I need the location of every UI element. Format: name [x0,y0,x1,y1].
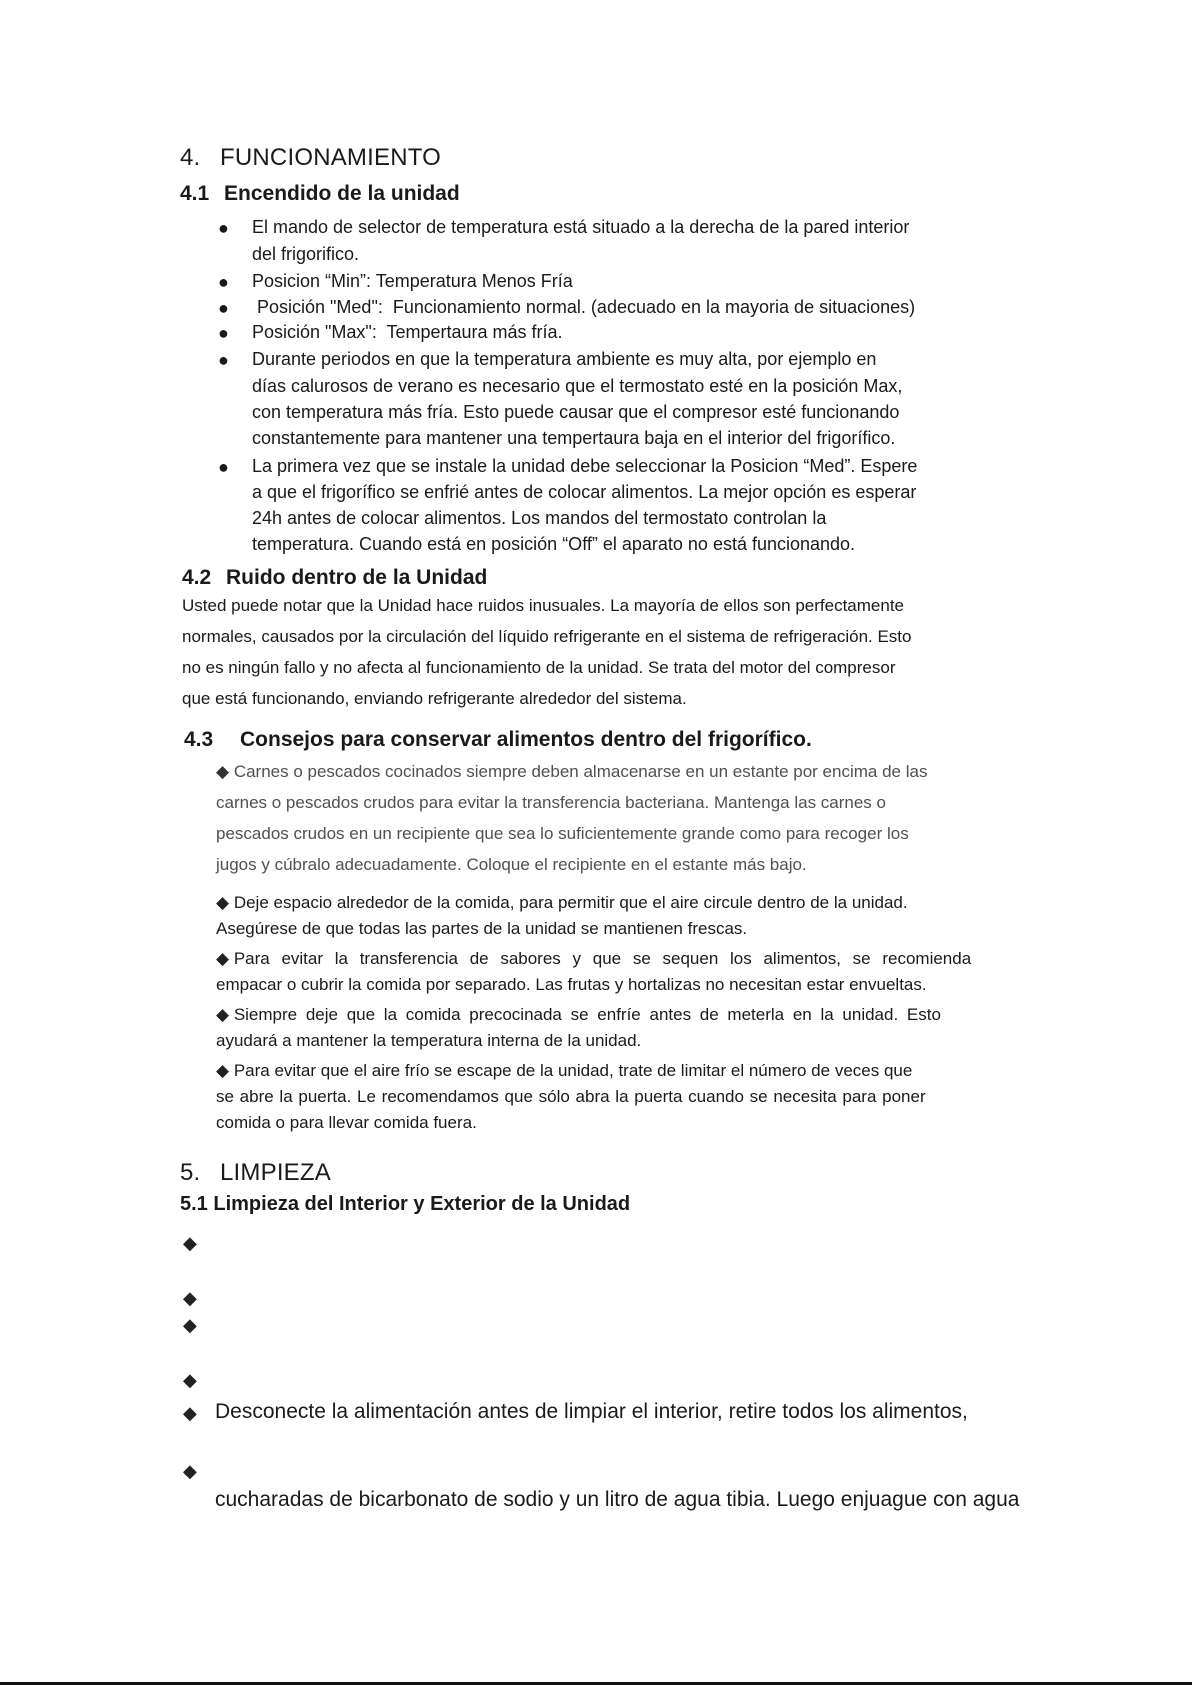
paragraph-text: Carnes o pescados cocinados siempre deben almacenarse en un estante por encima de las [233,762,928,781]
bullet-text-line: constantemente para mantener una tempertaura baja en el interior del frigorífico. [252,428,896,448]
diamond-bullet-icon: ◆ [183,1403,197,1423]
paragraph-line: comida o para llevar comida fuera. [216,1113,477,1132]
bullet-text-line: Posición "Med": Funcionamiento normal. (adecuado en la mayoria de situaciones) [252,297,916,317]
bullet-dot-icon: ● [218,272,229,292]
section-4-heading [180,144,441,172]
bullet-dot-icon: ● [218,323,229,343]
bullet-text-line: Durante periodos en que la temperatura ambiente es muy alta, por ejemplo en [252,349,877,369]
paragraph-line [216,893,908,913]
diamond-bullet-icon: ◆ [183,1315,197,1335]
bullet-dot-icon: ● [218,298,229,318]
diamond-bullet-icon: ◆ [216,893,230,912]
bullet-text-line: temperatura. Cuando está en posición “Off” el aparato no está funcionando. [252,534,856,554]
paragraph-text: Siempre deje que la comida precocinada se enfríe antes de meterla en la unidad. Esto [233,1005,941,1024]
section-5-number: 5. [180,1159,201,1186]
subsection-4-3-title: Consejos para conservar alimentos dentro del frigorífico. [240,728,812,751]
diamond-bullet-icon: ◆ [216,762,230,781]
subsection-4-1-heading [180,182,460,206]
paragraph-line: se abre la puerta. Le recomendamos que sólo abra la puerta cuando se necesita para poner [216,1087,926,1106]
paragraph-line: Asegúrese de que todas las partes de la unidad se mantienen frescas. [216,919,748,938]
diamond-bullet-icon: ◆ [183,1233,197,1253]
cleaning-text-line: cucharadas de bicarbonato de sodio y un litro de agua tibia. Luego enjuague con agua [215,1488,1020,1511]
bullet-text-line: del frigorifico. [252,244,360,264]
bullet-dot-icon: ● [218,218,229,238]
cleaning-text-line: Desconecte la alimentación antes de limpiar el interior, retire todos los alimentos, [215,1400,968,1423]
paragraph-line: no es ningún fallo y no afecta al funcionamiento de la unidad. Se trata del motor del compresor [182,658,896,677]
paragraph-line: jugos y cúbralo adecuadamente. Coloque el recipiente en el estante más bajo. [216,855,807,874]
bullet-text-line: días calurosos de verano es necesario que el termostato esté en la posición Max, [252,376,903,396]
paragraph-line [216,762,927,782]
section-4-title: FUNCIONAMIENTO [220,144,442,171]
bullet-dot-icon: ● [218,350,229,370]
paragraph-text: Para evitar la transferencia de sabores y que se sequen los alimentos, se recomienda [233,949,972,968]
diamond-bullet-icon: ◆ [216,1061,230,1080]
paragraph-line [216,949,1021,969]
subsection-4-2-heading [182,566,487,590]
section-5-title: LIMPIEZA [220,1159,331,1186]
bullet-text-line: a que el frigorífico se enfrié antes de colocar alimentos. La mejor opción es esperar [252,482,917,502]
subsection-4-2-number: 4.2 [182,566,212,589]
section-4-number: 4. [180,144,201,171]
paragraph-line: normales, causados por la circulación del líquido refrigerante en el sistema de refrigeración. Esto [182,627,912,646]
subsection-4-2-title: Ruido dentro de la Unidad [226,566,488,589]
diamond-bullet-icon: ◆ [183,1288,197,1308]
paragraph-line [216,1005,941,1025]
paragraph-text: Deje espacio alrededor de la comida, para permitir que el aire circule dentro de la unidad. [233,893,908,912]
subsection-4-3-heading [184,728,812,752]
diamond-bullet-icon: ◆ [183,1461,197,1481]
diamond-bullet-icon: ◆ [216,1005,230,1024]
subsection-4-1-number: 4.1 [180,182,210,205]
paragraph-line: empacar o cubrir la comida por separado. Las frutas y hortalizas no necesitan estar envueltas. [216,975,927,994]
paragraph-line: Usted puede notar que la Unidad hace ruidos inusuales. La mayoría de ellos son perfectamente [182,596,905,615]
subsection-5-1-heading: 5.1 Limpieza del Interior y Exterior de la Unidad [180,1193,631,1215]
diamond-bullet-icon: ◆ [216,949,230,968]
paragraph-line [216,1061,912,1081]
bullet-dot-icon: ● [218,457,229,477]
subsection-4-3-number: 4.3 [184,728,214,751]
subsection-4-1-title: Encendido de la unidad [224,182,460,205]
paragraph-line: que está funcionando, enviando refrigerante alrededor del sistema. [182,689,687,708]
bullet-text-line: El mando de selector de temperatura está situado a la derecha de la pared interior [252,217,910,237]
paragraph-line: carnes o pescados crudos para evitar la transferencia bacteriana. Mantenga las carnes o [216,793,886,812]
paragraph-line: pescados crudos en un recipiente que sea lo suficientemente grande como para recoger los [216,824,909,843]
section-5-heading [180,1159,331,1187]
bullet-text-line: Posición "Max": Tempertaura más fría. [252,322,563,342]
bullet-text-line: 24h antes de colocar alimentos. Los mandos del termostato controlan la [252,508,827,528]
paragraph-text: Para evitar que el aire frío se escape de la unidad, trate de limitar el número de veces que [233,1061,913,1080]
bullet-text-line: con temperatura más fría. Esto puede causar que el compresor esté funcionando [252,402,900,422]
diamond-bullet-icon: ◆ [183,1370,197,1390]
bullet-text-line: La primera vez que se instale la unidad debe seleccionar la Posicion “Med”. Espere [252,456,918,476]
bullet-text-line: Posicion “Min”: Temperatura Menos Fría [252,271,573,291]
paragraph-line: ayudará a mantener la temperatura interna de la unidad. [216,1031,642,1050]
